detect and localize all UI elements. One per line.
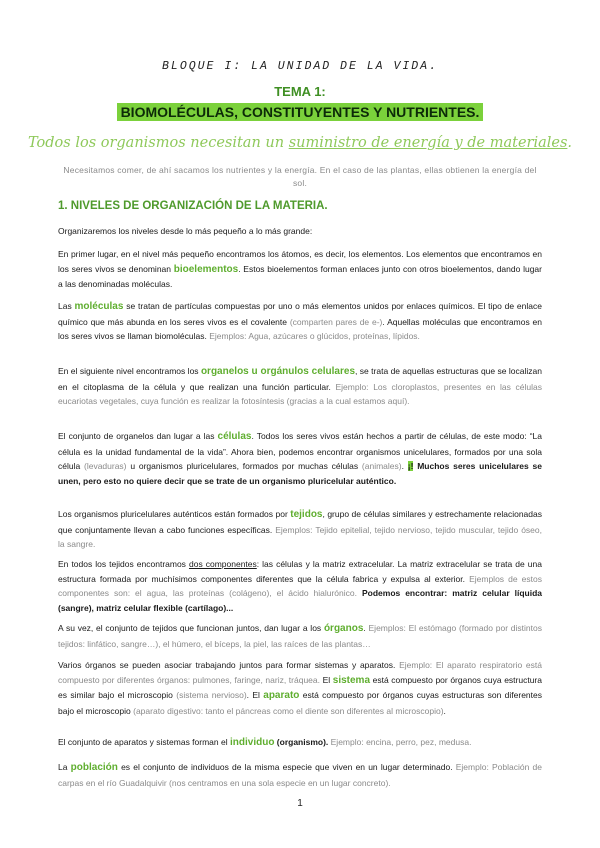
- text: u organismos pluricelulares, formados por muchas células: [126, 461, 362, 471]
- highlight-mark: ¡!: [407, 461, 414, 471]
- gray-note: (aparato digestivo: tanto el páncreas como el diente son diferentes al microscopio): [133, 705, 444, 716]
- keyword-bioelementos: bioelementos: [173, 263, 239, 275]
- underlined-term: dos componentes: [188, 559, 257, 569]
- gray-example: Ejemplos de estos componentes son: el agua, las proteínas (colágeno), el ácido hialurónico.: [58, 573, 542, 598]
- text: El conjunto de aparatos y sistemas forman el: [58, 737, 230, 747]
- keyword-organelos: organelos u orgánulos celulares: [200, 366, 356, 377]
- topic-heading: TEMA 1:: [274, 84, 326, 99]
- text: .: [363, 623, 369, 633]
- text: El: [320, 674, 333, 685]
- gray-example: Ejemplo: El aparato respiratorio está compuesto por diferentes órganos: pulmones, faringe, nariz, tráquea.: [58, 660, 542, 685]
- paragraph-organelos: [58, 364, 542, 409]
- text: está compuesto por órganos cuyas estructuras son diferentes bajo el microscopio: [58, 690, 543, 716]
- keyword-sistema: sistema: [332, 674, 371, 686]
- keyword-celulas: células: [217, 431, 252, 442]
- text: La: [58, 762, 71, 772]
- text: está compuesto por órganos cuya estructura es similar bajo el microscopio: [58, 674, 542, 700]
- text: El conjunto de organelos dan lugar a las: [58, 431, 218, 441]
- gray-note: (comparten pares de e-): [289, 316, 383, 327]
- keyword-moleculas: moléculas: [74, 301, 124, 312]
- text: .: [401, 461, 408, 471]
- gray-example: Ejemplos: Tejido epitelial, tejido nervioso, tejido muscular, tejido óseo, la sangre.: [58, 524, 542, 549]
- paragraph-bioelementos: [58, 247, 542, 292]
- paragraph-intro: Organizaremos los niveles desde lo más pequeño a lo más grande:: [58, 226, 313, 236]
- text: : las células y la matriz extracelular. La matriz extracelular se trata de una estructura formada por muchísimos componentes diferentes que la célula fabrica y expulsa al exterior.: [58, 559, 542, 584]
- tagline-end: .: [567, 135, 573, 151]
- text: En primer lugar, en el nivel más pequeño encontramos los átomos, es decir, los elementos. Los elementos que encontramos en los seres vivos se denominan: [58, 249, 542, 274]
- gray-example: Ejemplos: Agua, azúcares o glúcidos, proteínas, lípidos.: [209, 331, 420, 341]
- text: se tratan de partículas compuestas por uno o más elementos unidos por enlaces químicos. El tipo de enlace químico que más abunda en los seres vivos es el covalente: [58, 301, 542, 327]
- text: . El: [246, 690, 264, 700]
- keyword-individuo: individuo: [229, 737, 275, 748]
- paragraph-organos: [58, 621, 542, 651]
- block-heading: BLOQUE I: LA UNIDAD DE LA VIDA.: [162, 60, 438, 73]
- tagline-underlined: suministro de energía y de materiales: [288, 135, 568, 151]
- section-title: 1. NIVELES DE ORGANIZACIÓN DE LA MATERIA.: [58, 200, 328, 212]
- paragraph-moleculas: [58, 299, 542, 344]
- paragraph-celulas: [58, 429, 542, 488]
- topic-title-banner: BIOMOLÉCULAS, CONSTITUYENTES Y NUTRIENTES.: [117, 103, 484, 121]
- text: Las: [58, 301, 75, 311]
- paragraph-individuo: [58, 735, 542, 751]
- gray-example: Ejemplo: Población de carpas en el río Guadalquivir (nos centramos en una sola especie en un lugar concreto).: [58, 762, 542, 788]
- text: es el conjunto de individuos de la misma especie que viven en un lugar determinado.: [117, 762, 456, 772]
- keyword-organos: órganos: [323, 623, 364, 634]
- topic-title-wrap: [0, 103, 600, 122]
- bold-note: (organismo).: [274, 737, 331, 747]
- bold-note: Muchos seres unicelulares se unen, pero esto no quiere decir que se trate de un organismo pluricelular auténtico.: [58, 461, 542, 486]
- text: , grupo de células similares y estrechamente relacionadas que conjuntamente llevan a cabo funciones específicas.: [58, 509, 542, 535]
- keyword-aparato: aparato: [263, 690, 300, 701]
- text: En todos los tejidos encontramos: [58, 559, 189, 569]
- text: .: [443, 705, 446, 716]
- keyword-poblacion: población: [70, 762, 118, 773]
- tagline: [0, 135, 600, 151]
- text: En el siguiente nivel encontramos los: [58, 366, 201, 376]
- text: . Estos bioelementos forman enlaces junto con otros bioelementos, dando lugar a las denominadas moléculas.: [58, 263, 542, 289]
- gray-note: (levaduras): [84, 461, 127, 471]
- text: Varios órganos se pueden asociar trabajando juntos para formar sistemas y aparatos.: [58, 660, 400, 670]
- keyword-tejidos: tejidos: [290, 509, 323, 520]
- gray-note: (sistema nervioso): [176, 690, 247, 700]
- gray-example: Ejemplo: encina, perro, pez, medusa.: [330, 737, 472, 747]
- text: . Aquellas moléculas que encontramos en los seres vivos se llaman biomoléculas.: [58, 316, 542, 341]
- intro-note: Necesitamos comer, de ahí sacamos los nutrientes y la energía. En el caso de las plantas, ellas obtienen la energía del sol.: [63, 165, 537, 188]
- gray-example: Ejemplos: El estómago (formado por distintos tejidos: linfático, sangre…), el húmero, el bíceps, la piel, las raíces de las plantas…: [58, 623, 542, 649]
- tagline-text: Todos los organismos necesitan un: [27, 135, 289, 151]
- paragraph-matriz: [58, 557, 542, 615]
- paragraph-tejidos: [58, 507, 542, 552]
- gray-example: Ejemplo: Los cloroplastos, presentes en las células eucariotas vegetales, cuya función es realizar la fotosíntesis (gracias a la cual estamos aquí).: [58, 381, 542, 406]
- paragraph-poblacion: [58, 760, 542, 790]
- text: . Todos los seres vivos están hechos a partir de células, de este modo: “La célula es la unidad fundamental de la vida”. Ahora bien, podemos encontrar organismos unicelulares, formados por una sola célula: [58, 431, 542, 471]
- bold-note: Podemos encontrar: matriz celular líquida (sangre), matriz celular flexible (cartílago)...: [58, 588, 542, 613]
- text: Los organismos pluricelulares auténticos están formados por: [58, 509, 291, 519]
- text: A su vez, el conjunto de tejidos que funcionan juntos, dan lugar a los: [58, 623, 324, 633]
- paragraph-sistemas: [58, 658, 542, 718]
- gray-note: (animales): [361, 461, 402, 471]
- page-number: 1: [297, 798, 303, 809]
- text: , se trata de aquellas estructuras que se localizan en el citoplasma de la célula y que realizan una función particular.: [58, 366, 542, 392]
